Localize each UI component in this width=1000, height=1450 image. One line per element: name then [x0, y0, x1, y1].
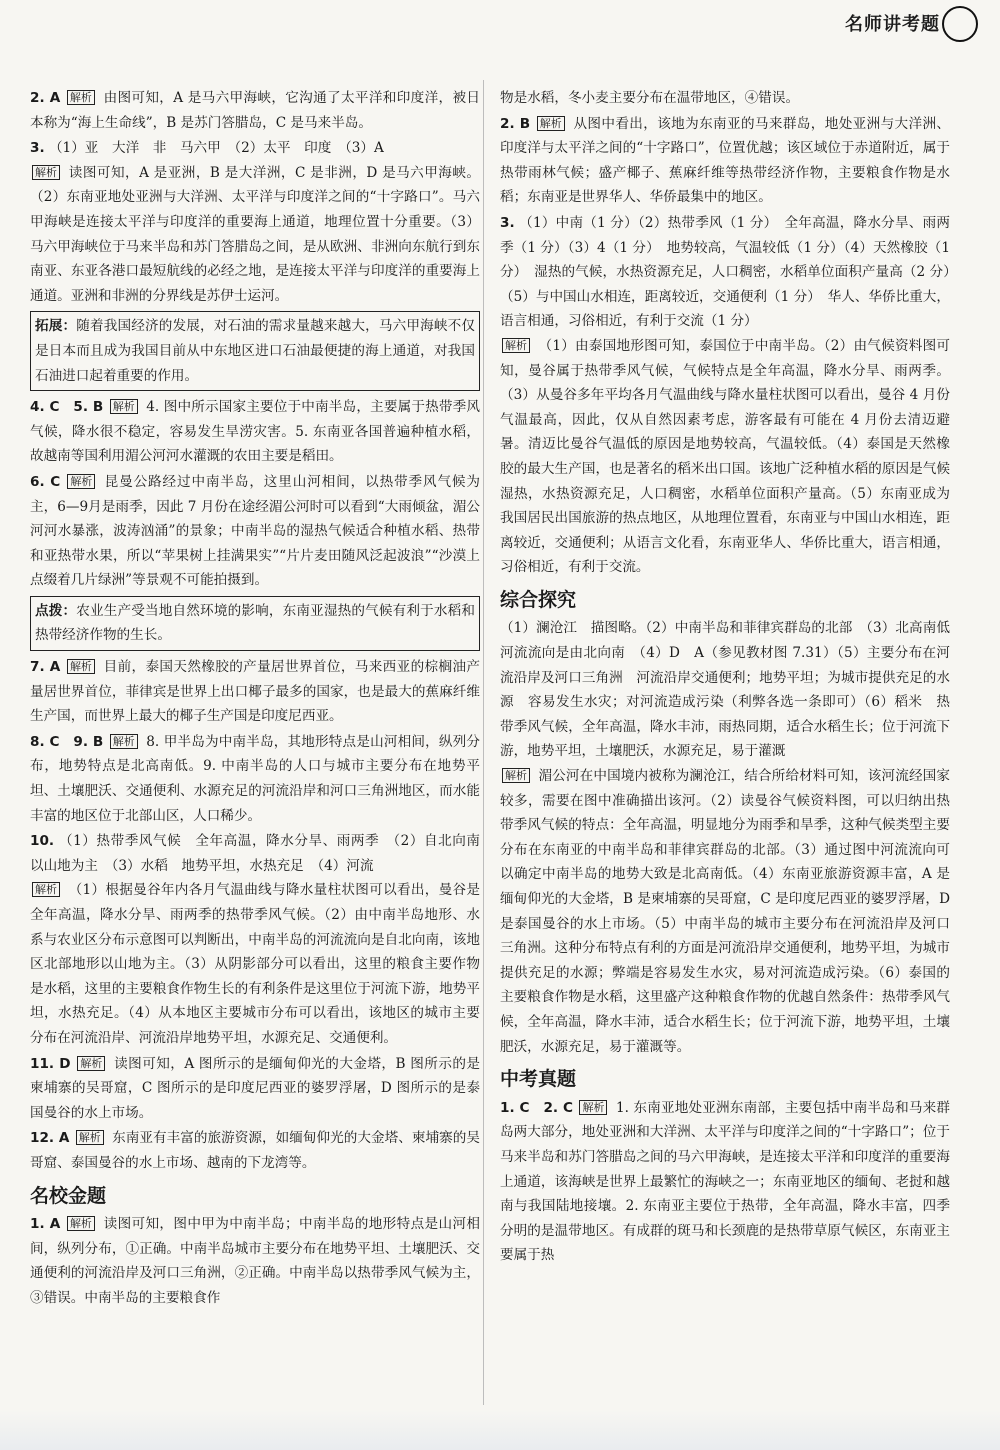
answer-text: 昆曼公路经过中南半岛，这里山河相间，以热带季风气候为主，6—9月是雨季，因此 7 月份在途经湄公河时可以看到“大雨倾盆，湄公河河水暴涨，波涛汹涌”的景象；中南半岛的湿热气候适合种植水稻、热带和亚热带水果，所以“苹果树上挂满果实”“片片麦田随风泛起波浪”“沙漠上点缀着几片绿洲”等景观不可能拍摄到。 — [30, 473, 480, 589]
answer-text: 1. 东南亚地处亚洲东南部，主要包括中南半岛和马来群岛两大部分，地处亚洲和大洋洲、太平洋与印度洋之间的“十字路口”；位于马来半岛和苏门答腊岛之间的马六甲海峡，是连接太平洋和印度洋的重要海上通道，该海峡是世界上最繁忙的海峡之一；东南亚地区的缅甸、老挝和越南与我国陆地接壤。2. 东南亚主要位于热带，全年高温，降水丰富，四季分明的是温带地区。有成群的斑马和长颈鹿的是热带草原气候区，东南亚主要属于热 — [500, 1099, 950, 1264]
analysis-tag: 解析 — [67, 90, 95, 105]
answer-item: 1. C 2. C 解析 1. 东南亚地处亚洲东南部，主要包括中南半岛和马来群岛两大部分，地处亚洲和大洋洲、太平洋与印度洋之间的“十字路口”；位于马来半岛和苏门答腊岛之间的马六甲海峡，是连接太平洋和印度洋的重要海上通道，该海峡是世界上最繁忙的海峡之一；东南亚地区的缅甸、老挝和越南与我国陆地接壤。2. 东南亚主要位于热带，全年高温，降水丰富，四季分明的是温带地区。有成群的斑马和长颈鹿的是热带草原气候区，东南亚主要属于热 — [500, 1099, 950, 1264]
header-brand: 名师讲考题 — [845, 14, 940, 35]
answer-item: 8. C 9. B 解析 8. 甲半岛为中南半岛，其地形特点是山河相间，纵列分布，地势特点是北高南低。9. 中南半岛的人口与城市主要分布在地势平坦、土壤肥沃、交通便利、水源充足的河流沿岸和河口三角洲地区，而水能丰富的地区位于北部山区，人口稀少。 — [30, 733, 480, 824]
answer-item: 3. （1）亚 大洋 非 马六甲 （2）太平 印度 （3）A 解析 读图可知，A 是亚洲，B 是大洋洲，C 是非洲，D 是马六甲海峡。（2）东南亚地处亚洲与大洋洲、太平洋与印度洋之间的“十字路口”。马六甲海峡是连接太平洋与印度洋的重要海上通道，地理位置十分重要。（3）马六甲海峡位于马来半岛和苏门答腊岛之间，是从欧洲、非洲向东航行到东南亚、东亚各港口最短航线的必经之地，是连接太平洋与印度洋的重要海上通道。亚洲和非洲的分界线是苏伊士运河。 — [30, 140, 481, 304]
continued-text: 物是水稻，冬小麦主要分布在温带地区，④错误。 — [500, 90, 800, 106]
analysis-tag: 解析 — [76, 1130, 104, 1145]
analysis-tag: 解析 — [537, 116, 565, 131]
answer-item: 2. B 解析 从图中看出，该地为东南亚的马来群岛，地处亚洲与大洋洲、印度洋与太平洋之间的“十字路口”，位置优越；该区域位于赤道附近，属于热带雨林气候；盛产椰子、蕉麻纤维等热带经济作物，主要粮食作物是水稻；东南亚是世界华人、华侨最集中的地区。 — [500, 115, 950, 206]
answer-text: （1）由泰国地形图可知，泰国位于中南半岛。（2）由气候资料图可知，曼谷属于热带季风气候，气候特点是全年高温，降水分旱、雨两季。（3）从曼谷多年平均各月气温曲线与降水量柱状图可以看出，曼谷 4 月份气温最高，因此，仅从自然因素考虑，游客最有可能在 4 月份去清迈避暑。清迈比曼谷气温低的原因是地势较高，气温较低。（4）泰国是天然橡胶的最大生产国，也是著名的稻米出口国。该地广泛种植水稻的原因是气候湿热，水热资源充足，人口稠密，水稻单位面积产量高。（5）东南亚成为我国居民出国旅游的热点地区，从地理位置看，东南亚与中国山水相连，距离较近，交通便利；从语言文化看，东南亚华人、华侨比重大，语言相通，习俗相近，有利于交流。 — [500, 337, 950, 576]
section-title: 名校金题 — [30, 1184, 107, 1207]
answer-key: （1）澜沧江 描图略。（2）中南半岛和菲律宾群岛的北部 （3）北高南低 河流流向是由北向南 （4）D A（参见教材图 7.31）（5）主要分布在河流沿岸及河口三角洲 河流沿岸交通便利；地势平坦；为城市提供充足的水源 容易发生水灾；对河流造成污染（利弊各选一条即可）（6）稻米 热带季风气候，全年高温，降水丰沛，雨热同期，适合水稻生长；位于河流下游，地势平坦，土壤肥沃，水源充足，易于灌溉 — [500, 620, 964, 760]
answer-item: 4. C 5. B 解析 4. 图中所示国家主要位于中南半岛，主要属于热带季风气候，降水很不稳定，容易发生旱涝灾害。5. 东南亚各国普遍种植水稻，故越南等国利用湄公河河水灌溉的农田主要是稻田。 — [30, 399, 480, 465]
analysis-tag: 解析 — [579, 1100, 607, 1115]
answer-text: 东南亚有丰富的旅游资源，如缅甸仰光的大金塔、柬埔寨的吴哥窟、泰国曼谷的水上市场、越南的下龙湾等。 — [30, 1130, 480, 1171]
answer-item: 3. （1）中南（1 分）（2）热带季风（1 分） 全年高温，降水分旱、雨两季（1 分）（3）4（1 分） 地势较高，气温较低（1 分）（4）天然橡胶（1 分） 湿热的气候，水热资源充足，人口稠密，水稻单位面积产量高（2 分）（5）与中国山水相连，距离较近，交通便利（1 分） 华人、华侨比重大，语言相通，习俗相近，有利于交流（1 分） 解析 （1）由泰国地形图可知，泰国位于中南半岛。（2）由气候资料图可知，曼谷属于热带季风气候，气候特点是全年高温，降水分旱、雨两季。（3）从曼谷多年平均各月气温曲线与降水量柱状图可以看出，曼谷 4 月份气温最高，因此，仅从自然因素考虑，游客最有可能在 4 月份去清迈避暑。清迈比曼谷气温低的原因是地势较高，气温较低。（4）泰国是天然橡胶的最大生产国，也是著名的稻米出口国。该地广泛种植水稻的原因是气候湿热，水热资源充足，人口稠密，水稻单位面积产量高。（5）东南亚成为我国居民出国旅游的热点地区，从地理位置看，东南亚与中国山水相连，距离较近，交通便利；从语言文化看，东南亚华人、华侨比重大，语言相通，习俗相近，有利于交流。 — [500, 214, 950, 576]
answer-item: 10. （1）热带季风气候 全年高温，降水分旱、雨两季 （2）自北向南 以山地为主 （3）水稻 地势平坦，水热充足 （4）河流 解析 （1）根据曼谷年内各月气温曲线与降水量柱状图可以看出，曼谷是全年高温，降水分旱、雨两季的热带季风气候。（2）由中南半岛地形、水系与农业区分布示意图可以判断出，中南半岛的河流流向是自北向南，该地区北部地形以山地为主。（3）从阴影部分可以看出，这里的粮食主要作物是水稻，这里的主要粮食作物生长的有利条件是这里位于河流下游，地势平坦，水热充足。（4）从本地区主要城市分布可以看出，该地区的城市主要分布在河流沿岸、河流沿岸地势平坦，水源充足、交通便利。 — [30, 833, 494, 1046]
answer-item: 6. C 解析 昆曼公路经过中南半岛，这里山河相间，以热带季风气候为主，6—9月是雨季，因此 7 月份在途经湄公河时可以看到“大雨倾盆，湄公河河水暴涨，波涛汹涌”的景象；中南半岛的湿热气候适合种植水稻、热带和亚热带水果，所以“苹果树上挂满果实”“片片麦田随风泛起波浪”“沙漠上点缀着几片绿洲”等景观不可能拍摄到。 — [30, 473, 480, 589]
analysis-tag: 解析 — [110, 734, 138, 749]
answer-item: 12. A 解析 东南亚有丰富的旅游资源，如缅甸仰光的大金塔、柬埔寨的吴哥窟、泰国曼谷的水上市场、越南的下龙湾等。 — [30, 1130, 480, 1171]
answer-item — [500, 616, 964, 1059]
answer-item: 7. A 解析 目前，泰国天然橡胶的产量居世界首位，马来西亚的棕榈油产量居世界首位，菲律宾是世界上出口椰子最多的国家，也是最大的蕉麻纤维生产国，而世界上最大的椰子生产国是印度尼西亚。 — [30, 659, 480, 725]
analysis-tag: 解析 — [32, 165, 60, 180]
section-title: 综合探究 — [500, 588, 577, 611]
answer-text: 由图可知，A 是马六甲海峡，它沟通了太平洋和印度洋，被日本称为“海上生命线”，B 是苏门答腊岛，C 是马来半岛。 — [30, 90, 480, 131]
answer-text: 目前，泰国天然橡胶的产量居世界首位，马来西亚的棕榈油产量居世界首位，菲律宾是世界上出口椰子最多的国家，也是最大的蕉麻纤维生产国，而世界上最大的椰子生产国是印度尼西亚。 — [30, 659, 480, 725]
answer-item: 11. D 解析 读图可知，A 图所示的是缅甸仰光的大金塔，B 图所示的是柬埔寨的吴哥窟，C 图所示的是印度尼西亚的婆罗浮屠，D 图所示的是泰国曼谷的水上市场。 — [30, 1055, 480, 1121]
column-divider — [483, 80, 484, 1405]
answer-item: 1. A 解析 读图可知，图中甲为中南半岛；中南半岛的地形特点是山河相间，纵列分布，①正确。中南半岛城市主要分布在地势平坦、土壤肥沃、交通便利的河流沿岸及河口三角洲，②正确。中南半岛以热带季风气候为主，③错误。中南半岛的主要粮食作 — [30, 1216, 480, 1306]
expand-box: 拓展：随着我国经济的发展，对石油的需求量越来越大，马六甲海峡不仅是日本而且成为我国目前从中东地区进口石油最便捷的海上通道，对我国石油进口起着重要的作用。 — [30, 311, 480, 391]
answer-text: 湄公河在中国境内被称为澜沧江，结合所给材料可知，该河流经国家较多，需要在图中准确描出该河。（2）读曼谷气候资料图，可以归纳出热带季风气候的特点：全年高温，明显地分为雨季和旱季，这种气候类型主要分布在东南亚的中南半岛和菲律宾群岛的北部。（3）通过图中河流流向可以确定中南半岛的地势大致是北高南低。（4）东南亚旅游资源丰富，A 是缅甸仰光的大金塔，B 是柬埔寨的吴哥窟，C 是印度尼西亚的婆罗浮屠，D 是泰国曼谷的水上市场。（5）中南半岛的城市主要分布在河流沿岸及河口三角洲。这种分布特点有利的方面是河流沿岸交通便利，地势平坦，为城市提供充足的水源；弊端是容易发生水灾，易对河流造成污染。（6）泰国的主要粮食作物是水稻，这里盛产这种粮食作物的优越自然条件：热带季风气候，全年高温，降水丰沛，适合水稻生长；位于河流下游，地势平坦，土壤肥沃，水源充足，易于灌溉等。 — [500, 768, 950, 1055]
analysis-tag: 解析 — [502, 768, 530, 783]
answer-text: 4. 图中所示国家主要位于中南半岛，主要属于热带季风气候，降水很不稳定，容易发生旱涝灾害。5. 东南亚各国普遍种植水稻，故越南等国利用湄公河河水灌溉的农田主要是稻田。 — [30, 399, 480, 465]
answer-key: （1）亚 大洋 非 马六甲 （2）太平 印度 （3）A — [48, 140, 384, 157]
answer-item: 2. A 解析 由图可知，A 是马六甲海峡，它沟通了太平洋和印度洋，被日本称为“海上生命线”，B 是苏门答腊岛，C 是马来半岛。 — [30, 90, 480, 131]
answer-text: 从图中看出，该地为东南亚的马来群岛，地处亚洲与大洋洲、印度洋与太平洋之间的“十字路口”，位置优越；该区域位于赤道附近，属于热带雨林气候；盛产椰子、蕉麻纤维等热带经济作物，主要粮食作物是水稻；东南亚是世界华人、华侨最集中的地区。 — [500, 115, 950, 206]
analysis-tag: 解析 — [32, 882, 60, 897]
analysis-tag: 解析 — [67, 659, 95, 674]
answer-text: 读图可知，A 是亚洲，B 是大洋洲，C 是非洲，D 是马六甲海峡。（2）东南亚地处亚洲与大洋洲、太平洋与印度洋之间的“十字路口”。马六甲海峡是连接太平洋与印度洋的重要海上通道，地理位置十分重要。（3）马六甲海峡位于马来半岛和苏门答腊岛之间，是从欧洲、非洲向东航行到东南亚、东亚各港口最短航线的必经之地，是连接太平洋与印度洋的重要海上通道。亚洲和非洲的分界线是苏伊士运河。 — [30, 164, 481, 304]
analysis-tag: 解析 — [110, 399, 138, 414]
answer-text: 读图可知，A 图所示的是缅甸仰光的大金塔，B 图所示的是柬埔寨的吴哥窟，C 图所示的是印度尼西亚的婆罗浮屠，D 图所示的是泰国曼谷的水上市场。 — [30, 1055, 480, 1121]
answer-text: （1）根据曼谷年内各月气温曲线与降水量柱状图可以看出，曼谷是全年高温，降水分旱、雨两季的热带季风气候。（2）由中南半岛地形、水系与农业区分布示意图可以判断出，中南半岛的河流流向是自北向南，该地区北部地形以山地为主。（3）从阴影部分可以看出，这里的粮食主要作物是水稻，这里的主要粮食作物生长的有利条件是这里位于河流下游，地势平坦，水热充足。（4）从本地区主要城市分布可以看出，该地区的城市主要分布在河流沿岸、河流沿岸地势平坦，水源充足、交通便利。 — [30, 882, 480, 1046]
answer-key: （1）热带季风气候 全年高温，降水分旱、雨两季 （2）自北向南 以山地为主 （3）水稻 地势平坦，水热充足 （4）河流 — [30, 833, 494, 874]
analysis-tag: 解析 — [502, 338, 530, 353]
analysis-tag: 解析 — [67, 1216, 95, 1231]
footer-band — [0, 1410, 1000, 1450]
section-title: 中考真题 — [500, 1068, 577, 1091]
left-column — [30, 86, 494, 1312]
brand-logo-icon — [942, 6, 978, 42]
tip-box: 点拨：农业生产受当地自然环境的影响，东南亚湿热的气候有利于水稻和热带经济作物的生长。 — [30, 596, 480, 651]
right-column — [500, 86, 964, 1269]
analysis-tag: 解析 — [67, 474, 95, 489]
analysis-tag: 解析 — [77, 1056, 105, 1071]
answer-key: （1）中南（1 分）（2）热带季风（1 分） 全年高温，降水分旱、雨两季（1 分）（3）4（1 分） 地势较高，气温较低（1 分）（4）天然橡胶（1 分） 湿热的气候，水热资源充足，人口稠密，水稻单位面积产量高（2 分）（5）与中国山水相连，距离较近，交通便利（1 分） 华人、华侨比重大，语言相通，习俗相近，有利于交流（1 分） — [500, 214, 950, 330]
answer-text: 读图可知，图中甲为中南半岛；中南半岛的地形特点是山河相间，纵列分布，①正确。中南半岛城市主要分布在地势平坦、土壤肥沃、交通便利的河流沿岸及河口三角洲，②正确。中南半岛以热带季风气候为主，③错误。中南半岛的主要粮食作 — [30, 1216, 480, 1306]
answer-text: 8. 甲半岛为中南半岛，其地形特点是山河相间，纵列分布，地势特点是北高南低。9. 中南半岛的人口与城市主要分布在地势平坦、土壤肥沃、交通便利、水源充足的河流沿岸和河口三角洲地区，而水能丰富的地区位于北部山区，人口稀少。 — [30, 733, 480, 824]
